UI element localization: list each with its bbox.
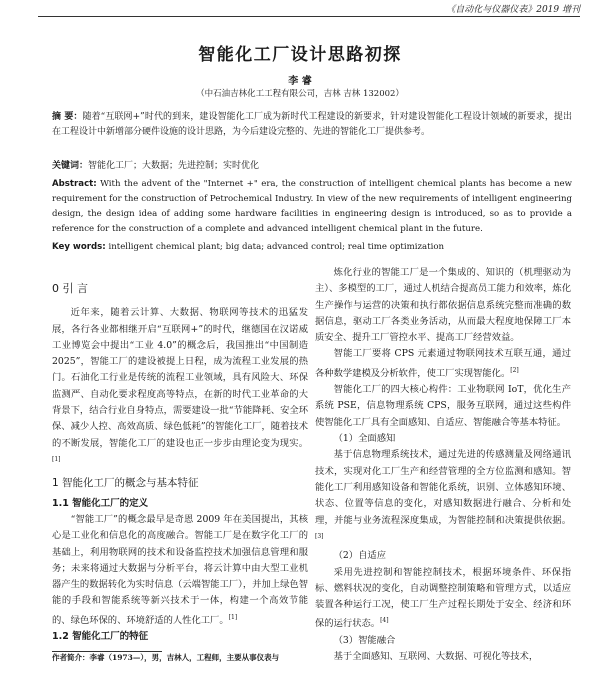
abstract-en: [52, 177, 572, 237]
right-paragraph-2: [315, 346, 571, 382]
item-1-heading: （1）全面感知: [333, 433, 396, 445]
abstract-en-text: With the advent of the "Internet +" era, the construction of intelligent chemical plants has become a new requirement for the construction of Petrochemical Industry. In view of the new requirements of intelligent engineering design, the design idea of adding some hardware facilities in engineering design is introduced, so as to provide a reference for the construction of a complete and advanced intelligent chemical plant in the future.: [52, 179, 573, 234]
section-1-1-text: “智能工厂”的概念最早是奇恩 2009 年在美国提出，其核心是工业化和信息化的高度融合。智能工厂是在数字化工厂的基础上，利用物联网的技术和设备监控技术加强信息管理和服务；未来将通过大数据与分析平台，将云计算中由大型工业机器产生的数据转化为实时信息（云端智能工厂），并加上绿色智能的手段和智能系统等新兴技术于一体，构建一个高效节能的、绿色环保的、环境舒适的人性化工厂。: [52, 513, 308, 626]
keywords-zh-label: 关键词：: [52, 161, 89, 171]
left-column: [52, 265, 308, 663]
intro-citation: [1]: [52, 455, 61, 463]
abstract-zh: [52, 110, 572, 140]
article-title: 智能化工厂设计思路初探: [198, 45, 402, 65]
article-affiliation: （中石油吉林化工工程有限公司，吉林 吉林 132002）: [196, 89, 404, 99]
right-paragraph-2-text: 智能工厂要将 CPS 元素通过物联网技术互联互通，通过各种数学建模及分析软件，使工厂实现智能化。: [315, 348, 571, 379]
abstract-zh-text: 随着“互联网+”时代的到来，建设智能化工厂成为新时代工程建设的新要求，针对建设智能化工程设计领域的新要求，提出在工程设计中新增部分硬件设施的设计思路，为今后建设完整的、先进的智能化工厂提供参考。: [52, 112, 572, 137]
intro-paragraph: [52, 305, 308, 471]
keywords-en-label: Key words:: [52, 242, 106, 252]
header-rule: [38, 16, 580, 17]
right-paragraph-2-citation: [2]: [510, 366, 519, 374]
section-1-1-heading: 1.1 智能化工厂的定义: [52, 497, 149, 509]
item-2-paragraph: [315, 565, 571, 633]
abstract-zh-label: 摘 要：: [52, 112, 83, 122]
keywords-zh: [52, 159, 572, 174]
keywords-en: [52, 240, 572, 255]
item-2-heading: （2）自适应: [333, 550, 386, 562]
keywords-zh-text: 智能化工厂；大数据；先进控制；实时优化: [88, 161, 260, 171]
keywords-en-text: intelligent chemical plant; big data; advanced control; real time optimization: [108, 242, 445, 252]
item-3-heading: （3）智能融合: [333, 634, 396, 646]
item-1-paragraph: [315, 447, 571, 548]
article-author: 李 睿: [288, 76, 312, 87]
item-3-paragraph: 基于全面感知、互联网、大数据、可视化等技术，: [333, 651, 539, 663]
author-footnote: 作者简介：李睿（1973—），男，吉林人，工程师，主要从事仪表与: [52, 653, 280, 663]
intro-text: 近年来，随着云计算、大数据、物联网等技术的迅猛发展，各行各业都相继开启“互联网+”的时代，继德国在汉诺威工业博览会中提出“工业 4.0”的概念后，我国推出“中国制造 2025”，智能工厂的建设被提上日程，成为流程工业发展的热门。石油化工行业是传统的流程工业领域，具有风险大、环保监测严、自动化要求程度高等特点，在新的时代工业革命的大背景下，结合行业自身特点，需要建设一批“节能降耗、安全环保、减少人控、高效高质、绿色低耗”的智能化工厂，随着技术的不断发展，智能化工厂的建设也正一步步由理论变为现实。: [52, 307, 308, 449]
item-1-citation: [3]: [315, 532, 324, 540]
item-1-text: 基于信息物理系统技术，通过先进的传感测量及网络通讯技术，实现对化工厂生产和经营管理的全方位监测和感知。智能化工厂利用感知设备和智能化系统，识别、立体感知环境、状态、位置等信息的变化，对感知数据进行融合、分析和处理，并能与业务流程深度集成，为智能控制和决策提供依据。: [315, 449, 571, 526]
journal-header: 《自动化与仪器仪表》2019 增刊: [446, 5, 580, 15]
section-1-1-citation: [1]: [228, 613, 238, 621]
right-column: [315, 265, 571, 665]
section-1-heading: 1 智能化工厂的概念与基本特征: [52, 477, 199, 490]
abstract-en-label: Abstract:: [52, 179, 97, 189]
item-2-citation: [4]: [380, 617, 389, 625]
right-paragraph-1: 炼化行业的智能工厂是一个集成的、知识的（机理驱动为主）、多模型的工厂，通过人机结合提高员工能力和效率，炼化生产操作与运营的决策和执行都依据信息系统完整而准确的数据信息，驱动工厂各类业务活动，从而最大程度地保障工厂本质安全、提升工厂管控水平、提高工厂经营效益。: [315, 267, 571, 344]
intro-heading: 0 引 言: [52, 282, 88, 295]
item-2-text: 采用先进控制和智能控制技术，根据环境条件、环保指标、燃料状况的变化，自动调整控制策略和管理方式，以适应装置各种运行工况，使工厂生产过程长期处于安全、经济和环保的运行状态。: [315, 566, 571, 630]
section-1-1-paragraph: [52, 512, 308, 629]
right-paragraph-3: 智能化工厂的四大核心构件：工业物联网 IoT，优化生产系统 PSE，信息物理系统 CPS，服务互联网，通过这些构件使智能化工厂具有全面感知、自适应、智能融合等基本特征。: [315, 384, 571, 428]
section-1-2-heading: 1.2 智能化工厂的特征: [52, 631, 149, 643]
